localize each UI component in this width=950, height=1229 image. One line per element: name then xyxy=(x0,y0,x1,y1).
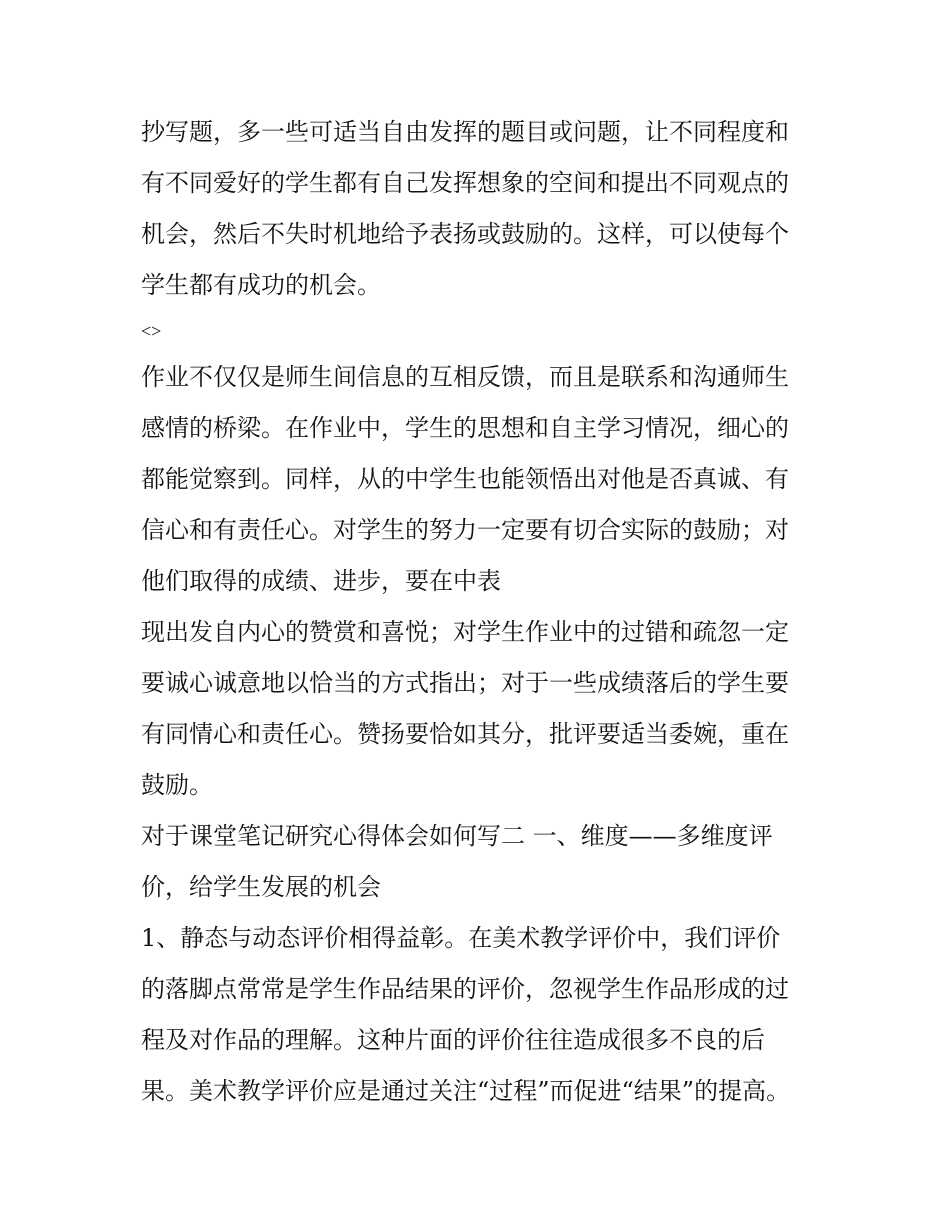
text-line: 果。美术教学评价应是通过关注“过程”而促进“结果”的提高。 xyxy=(141,1077,791,1105)
text-line: 现出发自内心的赞赏和喜悦；对学生作业中的过错和疏忽一定 xyxy=(141,618,789,646)
text-line: 学生都有成功的机会。 xyxy=(141,271,381,299)
text-line: 的落脚点常常是学生作品结果的评价，忽视学生作品形成的过 xyxy=(141,975,789,1003)
text-line: <> xyxy=(141,321,162,341)
text-line: 作业不仅仅是师生间信息的互相反馈，而且是联系和沟通师生 xyxy=(141,363,789,391)
text-line: 抄写题，多一些可适当自由发挥的题目或问题，让不同程度和 xyxy=(141,118,789,146)
text-line: 程及对作品的理解。这种片面的评价往往造成很多不良的后 xyxy=(141,1026,765,1054)
text-line: 1、静态与动态评价相得益彰。在美术教学评价中，我们评价 xyxy=(141,924,781,952)
text-line: 有不同爱好的学生都有自己发挥想象的空间和提出不同观点的 xyxy=(141,169,789,197)
text-line: 价，给学生发展的机会 xyxy=(141,873,381,901)
text-line: 机会，然后不失时机地给予表扬或鼓励的。这样，可以使每个 xyxy=(141,220,789,248)
text-line: 信心和有责任心。对学生的努力一定要有切合实际的鼓励；对 xyxy=(141,516,789,544)
text-line: 要诚心诚意地以恰当的方式指出；对于一些成绩落后的学生要 xyxy=(141,669,789,697)
text-line: 感情的桥梁。在作业中，学生的思想和自主学习情况，细心的 xyxy=(141,414,789,442)
text-line: 鼓励。 xyxy=(141,771,213,799)
text-line: 对于课堂笔记研究心得体会如何写二 一、维度——多维度评 xyxy=(141,822,773,850)
text-line: 都能觉察到。同样，从的中学生也能领悟出对他是否真诚、有 xyxy=(141,465,789,493)
text-line: 有同情心和责任心。赞扬要恰如其分，批评要适当委婉，重在 xyxy=(141,720,789,748)
text-line: 他们取得的成绩、进步，要在中表 xyxy=(141,567,501,595)
document-body xyxy=(141,107,831,1117)
